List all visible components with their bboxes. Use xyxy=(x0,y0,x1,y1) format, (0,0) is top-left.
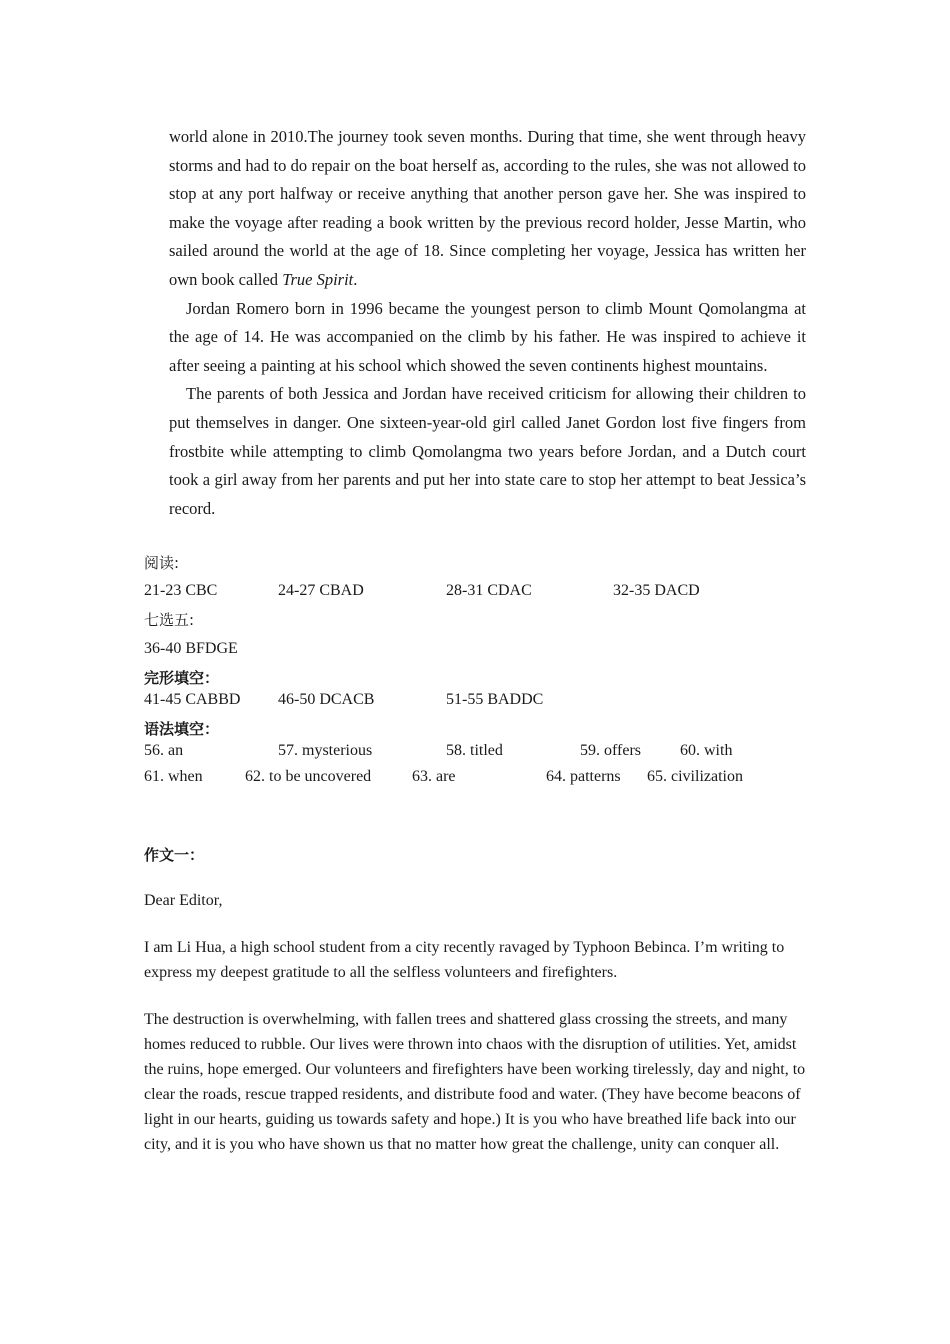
passage-paragraph-1: world alone in 2010.The journey took seven months. During that time, she went through heavy storms and had to do repair on the boat herself as, according to the rules, she was not allowed to stop at any port halfway or receive anything that another person gave her. She was inspired to make the voyage after reading a book written by the previous record holder, Jesse Martin, who sailed around the world at the age of 18. Since completing her voyage, Jessica has written her own book called True Spirit. xyxy=(169,127,806,289)
answer-item: 60. with xyxy=(680,742,733,759)
answer-item: 28-31 CDAC xyxy=(446,582,532,599)
grammar-heading: 语法填空： xyxy=(144,720,220,738)
answer-item: 51-55 BADDC xyxy=(446,691,544,708)
answer-item: 21-23 CBC xyxy=(144,582,218,599)
passage-paragraph-2: Jordan Romero born in 1996 became the youngest person to climb Mount Qomolangma at the age of 14. He was accompanied on the climb by his father. He was inspired to achieve it after seeing a painting at his school which showed the seven continents highest mountains. xyxy=(169,298,806,375)
answer-item: 24-27 CBAD xyxy=(278,582,364,599)
answer-item: 58. titled xyxy=(446,742,503,759)
answer-item: 61. when xyxy=(144,768,203,785)
reading-passage xyxy=(169,123,806,523)
seven-five-heading: 七选五: xyxy=(144,611,195,629)
essay-greeting: Dear Editor, xyxy=(144,892,223,909)
answer-item: 56. an xyxy=(144,742,184,759)
cloze-heading: 完形填空： xyxy=(144,669,220,687)
essay-paragraph-2: The destruction is overwhelming, with fallen trees and shattered glass crossing the streets, and many homes reduced to rubble. Our lives were thrown into chaos with the disruption of utilities. Yet, amidst the ruins, hope emerged. Our volunteers and firefighters have been working tirelessly, day and night, to clear the roads, rescue trapped residents, and distribute food and water. (They have become beacons of light in our hearts, guiding us towards safety and hope.) It is you who have breathed life back into our city, and it is you who have shown us that no matter how great the challenge, unity can conquer all. xyxy=(144,1011,806,1153)
answer-item: 64. patterns xyxy=(546,768,621,785)
book-title: True Spirit xyxy=(282,269,354,289)
answer-item: 36-40 BFDGE xyxy=(144,640,238,657)
answer-item: 59. offers xyxy=(580,742,642,759)
reading-heading: 阅读: xyxy=(144,554,180,572)
answer-item: 65. civilization xyxy=(647,768,743,785)
essay-paragraph-1: I am Li Hua, a high school student from a city recently ravaged by Typhoon Bebinca. I’m writing to express my deepest gratitude to all the selfless volunteers and firefighters. xyxy=(144,939,785,981)
answer-item: 32-35 DACD xyxy=(613,582,700,599)
answer-item: 63. are xyxy=(412,768,456,785)
answer-item: 62. to be uncovered xyxy=(245,768,372,785)
essay-heading: 作文一： xyxy=(144,846,205,864)
passage-paragraph-3: The parents of both Jessica and Jordan have received criticism for allowing their children to put themselves in danger. One sixteen-year-old girl called Janet Gordon lost five fingers from frostbite while attempting to climb Qomolangma two years before Jordan, and a Dutch court took a girl away from her parents and put her into state care to stop her attempt to beat Jessica’s record. xyxy=(169,384,806,518)
answer-item: 46-50 DCACB xyxy=(278,691,375,708)
answer-item: 41-45 CABBD xyxy=(144,691,241,708)
answer-item: 57. mysterious xyxy=(278,742,373,759)
